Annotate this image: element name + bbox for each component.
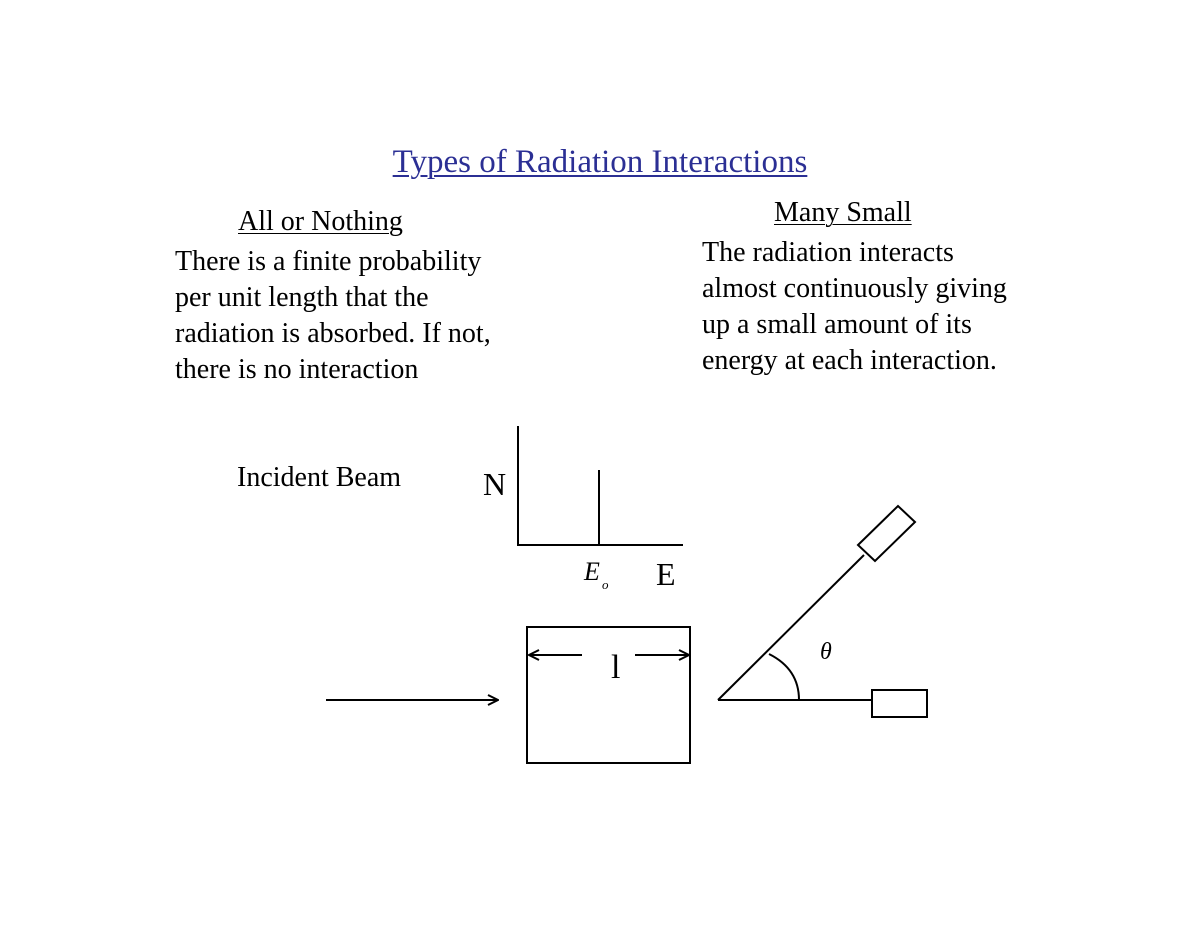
right-column-line-4: energy at each interaction. <box>702 345 997 376</box>
thickness-label: l <box>611 649 621 686</box>
forward-detector <box>872 690 927 717</box>
absorber-slab <box>527 627 690 763</box>
left-column-line-2: per unit length that the <box>175 282 429 313</box>
right-column-line-1: The radiation interacts <box>702 237 954 268</box>
right-column-line-3: up a small amount of its <box>702 309 972 340</box>
angled-detector <box>858 506 915 561</box>
page-title: Types of Radiation Interactions <box>392 144 808 180</box>
scattered-ray <box>718 555 864 700</box>
angle-arc <box>769 654 799 700</box>
left-column-heading: All or Nothing <box>238 206 403 237</box>
energy-marker-subscript: o <box>602 577 609 592</box>
right-column-line-2: almost continuously giving <box>702 273 1007 304</box>
x-axis-label: E <box>656 556 676 592</box>
right-column-heading: Many Small <box>774 197 912 228</box>
incident-beam-label: Incident Beam <box>237 462 402 493</box>
left-column-line-4: there is no interaction <box>175 354 419 385</box>
angle-label: θ <box>820 639 832 665</box>
left-column-line-1: There is a finite probability <box>175 246 482 277</box>
y-axis-label: N <box>483 466 507 502</box>
left-column-line-3: radiation is absorbed. If not, <box>175 318 491 349</box>
energy-marker-label: E <box>584 557 600 586</box>
